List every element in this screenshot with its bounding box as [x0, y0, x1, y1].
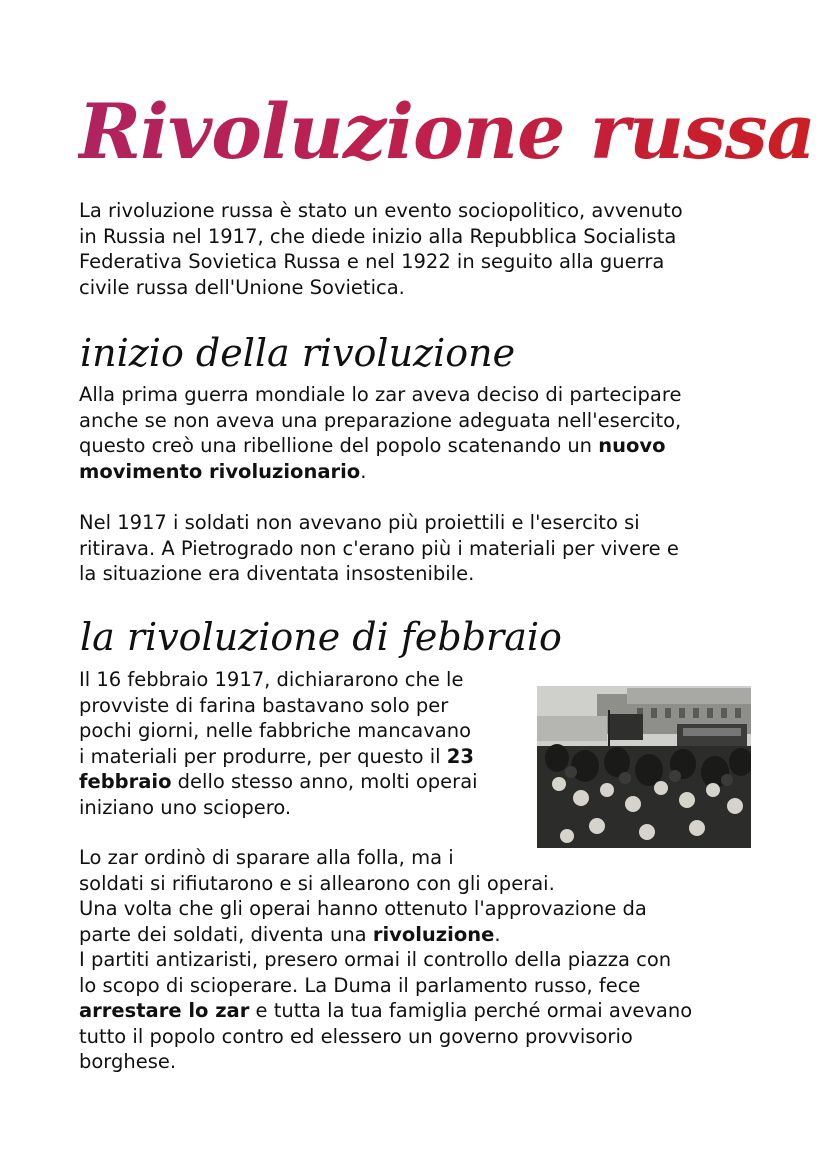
bold-text: rivoluzione [372, 922, 495, 946]
text-line: dello stesso anno, molti operai [171, 770, 478, 793]
text-line: soldati si rifiutarono e si allearono con gli operai. [79, 871, 555, 895]
text-line: . [494, 922, 501, 946]
text-line: lo scopo di scioperare. La Duma il parlamento russo, fece [79, 973, 641, 997]
bold-text: 23 [446, 744, 474, 768]
text-line: parte dei soldati, diventa una [79, 922, 373, 946]
text-line: provviste di farina bastavano solo per [79, 693, 449, 717]
section1-paragraph-1 [79, 382, 681, 484]
intro-line: Federativa Sovietica Russa e nel 1922 in seguito alla guerra [79, 250, 665, 273]
bold-text: movimento rivoluzionario [79, 459, 361, 483]
section2-paragraph-1 [79, 667, 478, 820]
section-heading-inizio: inizio della rivoluzione [80, 331, 516, 375]
text-line: pochi giorni, nelle fabbriche mancavano [79, 719, 471, 742]
text-line: e tutta la tua famiglia perché ormai avevano [249, 999, 693, 1022]
text-line: ritirava. A Pietrogrado non c'erano più i materiali per vivere e [79, 536, 679, 560]
text-line: Il 16 febbraio 1917, dichiararono che le [79, 668, 464, 691]
bold-text: arrestare lo zar [79, 999, 250, 1022]
intro-line: civile russa dell'Unione Sovietica. [79, 275, 405, 299]
text-line: Una volta che gli operai hanno ottenuto l'approvazione da [79, 897, 647, 920]
text-line: . [360, 459, 367, 483]
intro-paragraph [79, 198, 683, 300]
text-line: Alla prima guerra mondiale lo zar aveva deciso di partecipare [79, 383, 682, 406]
section1-paragraph-2 [79, 510, 679, 587]
revolution-crowd-photo [537, 686, 751, 848]
intro-line: La rivoluzione russa è stato un evento sociopolitico, avvenuto [79, 199, 683, 222]
text-line: iniziano uno sciopero. [79, 795, 292, 819]
bold-text: febbraio [79, 770, 172, 793]
text-line: tutto il popolo contro ed elessero un governo provvisorio [79, 1024, 633, 1048]
text-line: Nel 1917 i soldati non avevano più proiettili e l'esercito si [79, 511, 640, 534]
page-title: Rivoluzione russa [78, 82, 815, 182]
section2-paragraph-2 [79, 845, 692, 1075]
section-heading-febbraio: la rivoluzione di febbraio [80, 615, 562, 659]
text-line: i materiali per produrre, per questo il [79, 744, 447, 768]
text-line: questo creò una ribellione del popolo scatenando un [79, 434, 599, 457]
text-line: Lo zar ordinò di sparare alla folla, ma i [79, 846, 454, 869]
bold-text: nuovo [598, 434, 666, 457]
text-line: borghese. [79, 1050, 177, 1073]
text-line: anche se non aveva una preparazione adeguata nell'esercito, [79, 408, 682, 432]
text-line: la situazione era diventata insostenibile. [79, 562, 475, 585]
intro-line: in Russia nel 1917, che diede inizio alla Repubblica Socialista [79, 224, 677, 248]
text-line: I partiti antizaristi, presero ormai il controllo della piazza con [79, 948, 672, 971]
